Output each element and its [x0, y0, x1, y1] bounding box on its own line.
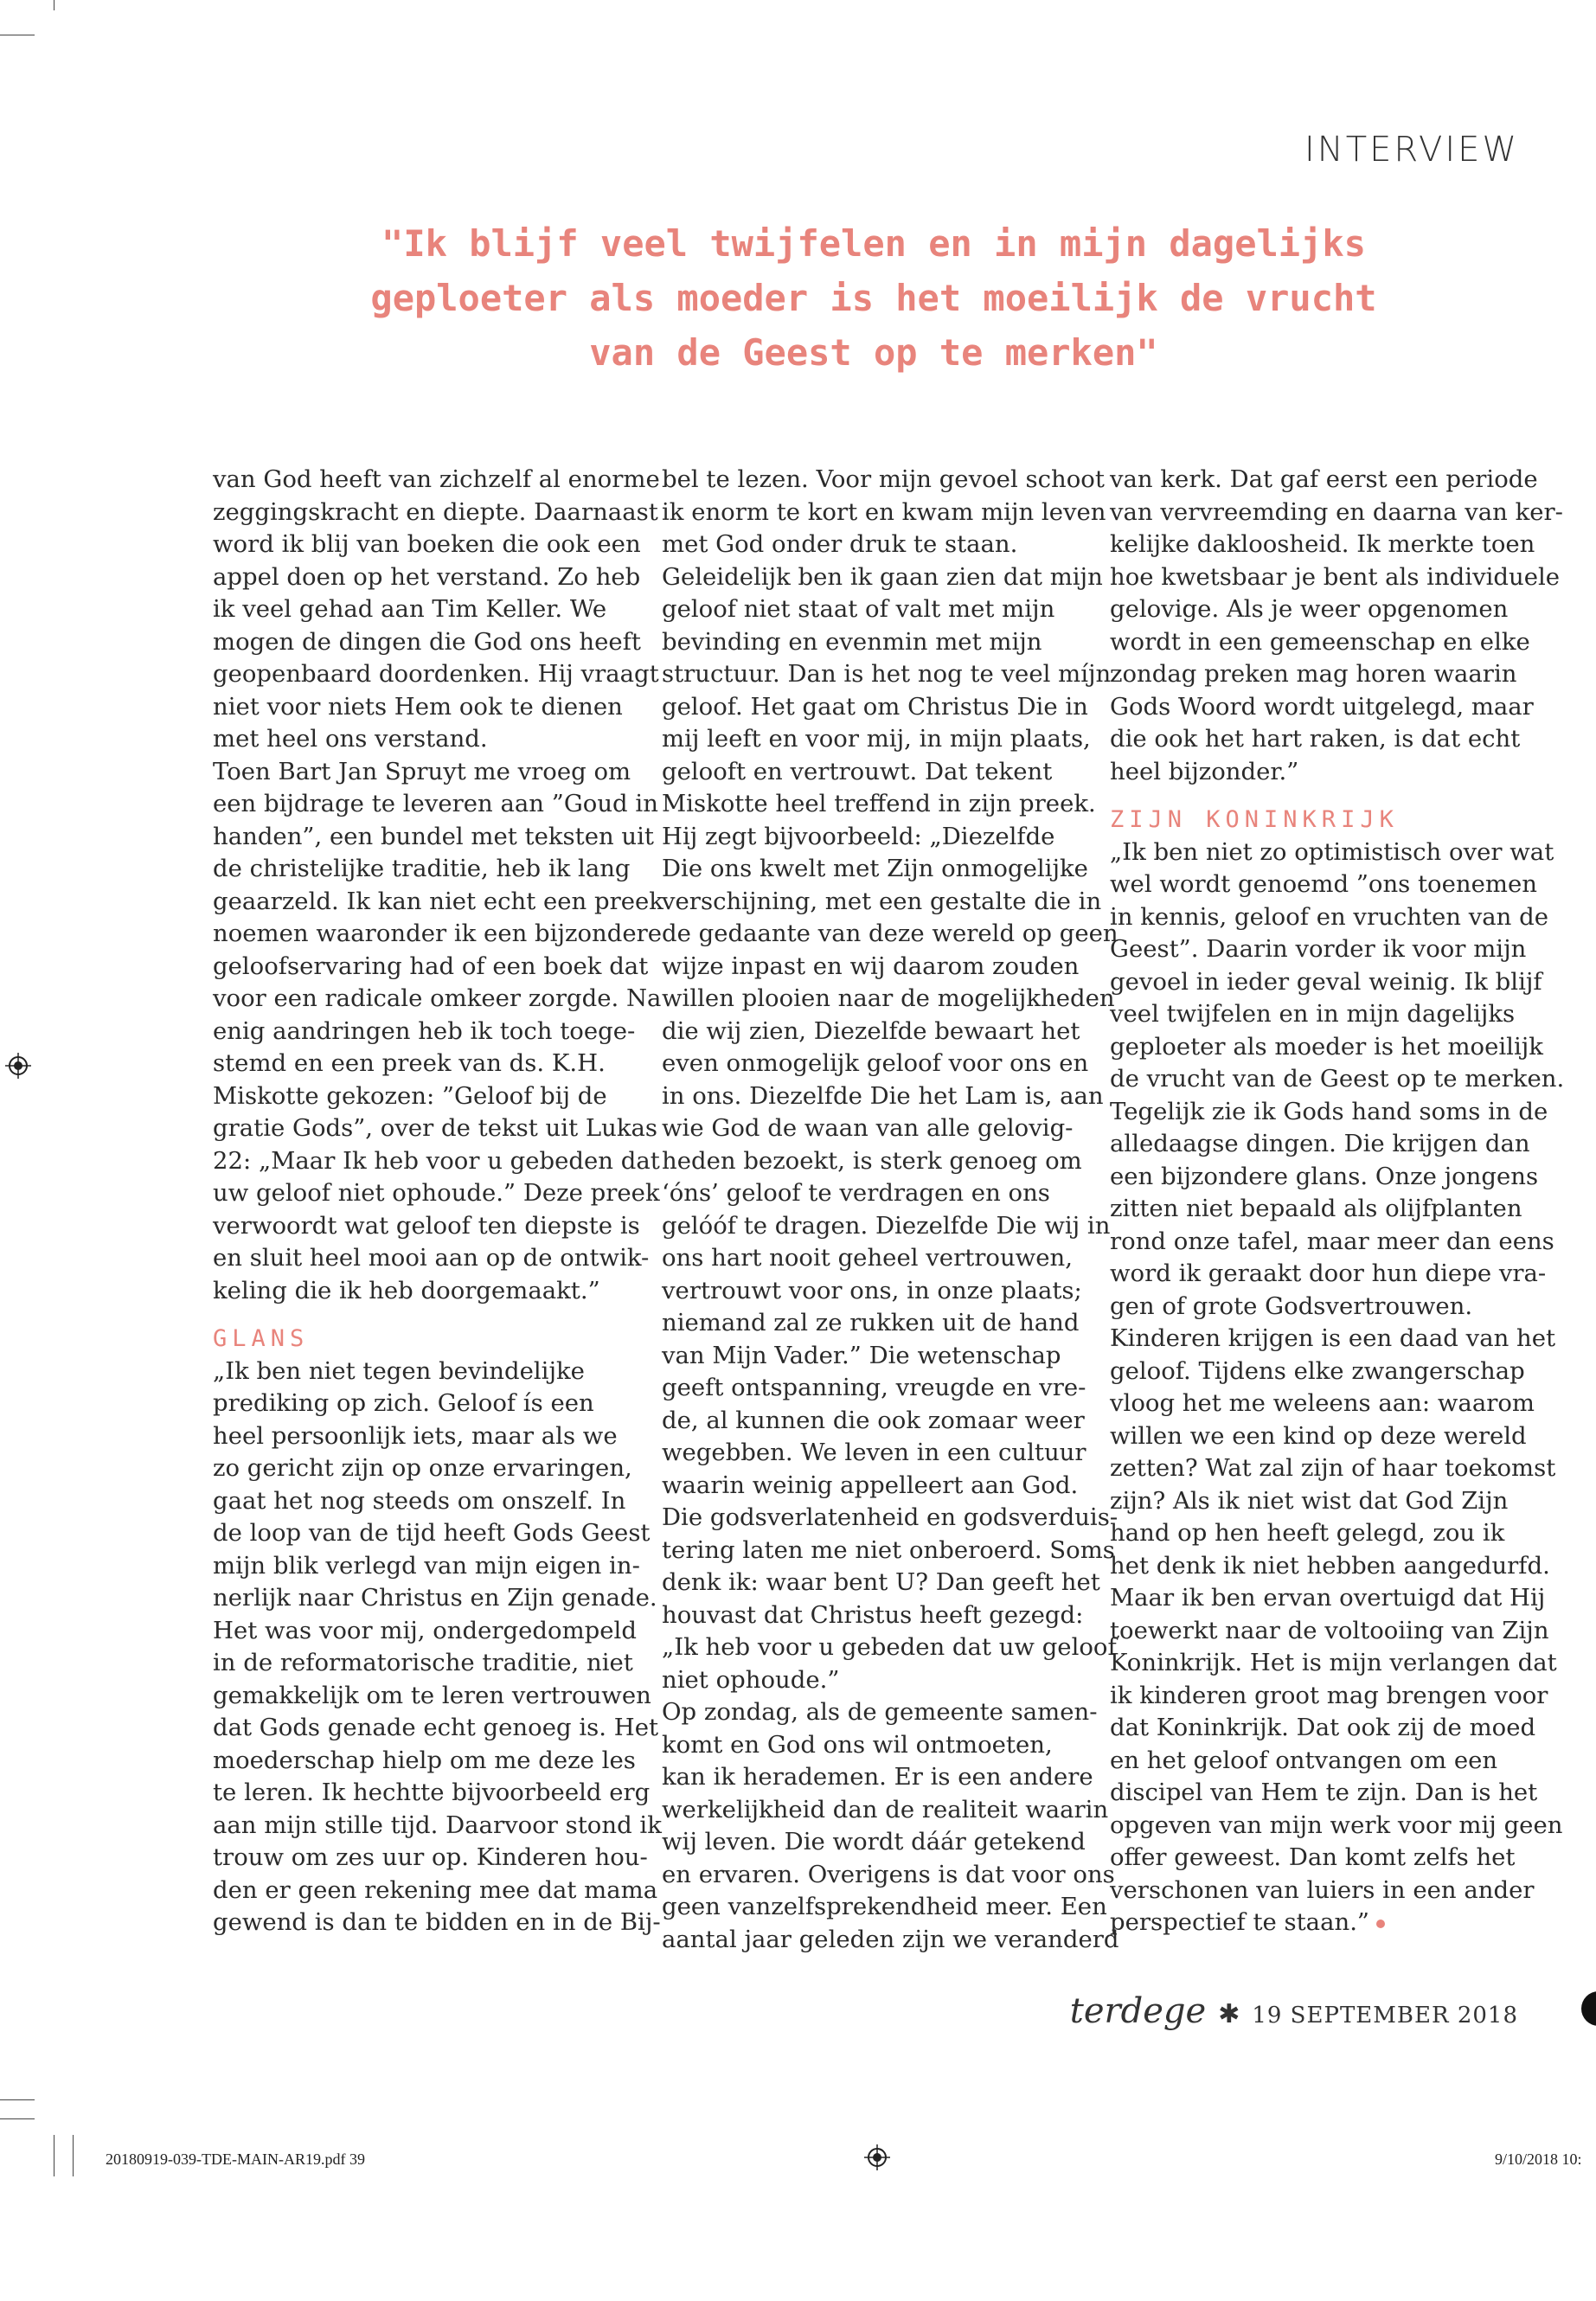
text-line: Toen Bart Jan Spruyt me vroeg om [213, 757, 631, 785]
text-line: enig aandringen heb ik toch toege- [213, 1016, 636, 1045]
text-line: werkelijkheid dan de realiteit waarin [662, 1795, 1109, 1823]
text-line: met heel ons verstand. [213, 725, 488, 753]
text-line: heel persoonlijk iets, maar als we [213, 1421, 618, 1450]
text-line: ons hart nooit geheel vertrouwen, [662, 1244, 1073, 1272]
text-line: dat Gods genade echt genoeg is. Het [213, 1714, 659, 1741]
text-line: wijze inpast en wij daarom zouden [662, 952, 1080, 980]
text-line: structuur. Dan is het nog te veel míjn [662, 660, 1112, 688]
text-line: Maar ik ben ervan overtuigd dat Hij [1110, 1584, 1546, 1612]
text-line: van God heeft van zichzelf al enorme [213, 465, 660, 493]
text-line: gelooft en vertrouwt. Dat tekent [662, 757, 1053, 785]
text-line: „Ik ben niet tegen bevindelijke [213, 1356, 585, 1385]
text-line: handen”, een bundel met teksten uit [213, 822, 654, 850]
text-line: aan mijn stille tijd. Daarvoor stond ik [213, 1811, 662, 1839]
pullquote-line: van de Geest op te merken" [589, 331, 1158, 374]
text-line: opgeven van mijn werk voor mij geen [1110, 1811, 1563, 1839]
text-line: perspectief te staan.” [1110, 1907, 1542, 1939]
text-line: de vrucht van de Geest op te merken. [1110, 1065, 1565, 1093]
text-line: denk ik: waar bent U? Dan geeft het [662, 1568, 1100, 1596]
text-line: de, al kunnen die ook zomaar weer [662, 1406, 1085, 1434]
text-line: discipel van Hem te zijn. Dan is het [1110, 1779, 1538, 1806]
text-line: Die godsverlatenheid en godsverduis- [662, 1503, 1118, 1531]
text-line: niet ophoude.” [662, 1665, 840, 1694]
text-line: heden bezoekt, is sterk genoeg om [662, 1146, 1082, 1175]
text-line: geloof niet staat of valt met mijn [662, 595, 1055, 623]
text-line: gevoel in ieder geval weinig. Ik blijf [1110, 967, 1542, 996]
text-line: zondag preken mag horen waarin [1110, 660, 1517, 688]
text-line: nerlijk naar Christus en Zijn genade. [213, 1584, 657, 1612]
text-line: Geleidelijk ben ik gaan zien dat mijn [662, 562, 1103, 591]
text-line: ik veel gehad aan Tim Keller. We [213, 595, 607, 623]
text-line: rond onze tafel, maar meer dan eens [1110, 1227, 1554, 1255]
page-number-tab [1581, 1991, 1596, 2026]
text-line: en ervaren. Overigens is dat voor ons [662, 1860, 1115, 1888]
text-line: wel wordt genoemd ”ons toenemen [1110, 870, 1537, 898]
text-line: zitten niet bepaald als olijfplanten [1110, 1195, 1522, 1222]
text-line: mijn blik verlegd van mijn eigen in- [213, 1551, 640, 1580]
text-line: kan ik herademen. Er is een andere [662, 1763, 1093, 1791]
text-line: de gedaante van deze wereld op geen [662, 920, 1118, 947]
print-timestamp: 9/10/2018 10: [1495, 2150, 1582, 2168]
text-line: gratie Gods”, over de tekst uit Lukas [213, 1114, 658, 1142]
text-line: toewerkt naar de voltooiing van Zijn [1110, 1616, 1549, 1644]
text-line: keling die ik heb doorgemaakt.” [213, 1276, 600, 1304]
text-line: in de reformatorische traditie, niet [213, 1649, 633, 1676]
text-line: geloofservaring had of een boek dat [213, 952, 649, 980]
text-line: zo gericht zijn op onze ervaringen, [213, 1454, 632, 1482]
text-line: appel doen op het verstand. Zo heb [213, 562, 641, 591]
text-line: in ons. Diezelfde Die het Lam is, aan [662, 1081, 1104, 1110]
text-line: geploeter als moeder is het moeilijk [1110, 1032, 1543, 1061]
magazine-logo: terdege [1069, 1991, 1207, 2031]
text-line: voor een radicale omkeer zorgde. Na [213, 984, 662, 1012]
print-filename: 20180919-039-TDE-MAIN-AR19.pdf 39 [106, 2150, 365, 2168]
text-line: Het was voor mij, ondergedompeld [213, 1616, 637, 1644]
text-line: een bijdrage te leveren aan ”Goud in [213, 790, 658, 817]
text-line: word ik geraakt door hun diepe vra- [1110, 1259, 1547, 1287]
text-line: gen of grote Godsvertrouwen. [1110, 1292, 1473, 1320]
text-line: heel bijzonder.” [1110, 757, 1299, 785]
article-column-3 [1110, 464, 1565, 1939]
text-line: Tegelijk zie ik Gods hand soms in de [1110, 1097, 1548, 1125]
text-line: met God onder druk te staan. [662, 530, 1018, 558]
text-line: Miskotte heel treffend in zijn preek. [662, 790, 1096, 817]
text-line: Op zondag, als de gemeente samen- [662, 1698, 1098, 1726]
text-line: willen we een kind op deze wereld [1110, 1421, 1527, 1450]
text-line: den er geen rekening mee dat mama [213, 1875, 658, 1904]
text-line: word ik blij van boeken die ook een [213, 530, 641, 558]
section-label: INTERVIEW [1304, 130, 1519, 170]
text-line: zijn? Als ik niet wist dat God Zijn [1110, 1486, 1509, 1515]
text-line: komt en God ons wil ontmoeten, [662, 1730, 1053, 1759]
text-line: prediking op zich. Geloof ís een [213, 1389, 594, 1417]
pullquote [329, 216, 1419, 380]
asterisk-icon: ✱ [1218, 1999, 1240, 2029]
article-column-1 [213, 464, 663, 1939]
text-line: gewend is dan te bidden en in de Bij- [213, 1908, 661, 1936]
text-line: verwoordt wat geloof ten diepste is [213, 1211, 640, 1240]
text-line: Koninkrijk. Het is mijn verlangen dat [1110, 1649, 1557, 1676]
text-line: wegebben. We leven in een cultuur [662, 1439, 1086, 1466]
text-line: houvast dat Christus heeft gezegd: [662, 1600, 1084, 1629]
text-line: veel twijfelen en in mijn dagelijks [1110, 1000, 1516, 1028]
text-line: niemand zal ze rukken uit de hand [662, 1309, 1080, 1336]
text-line: „Ik heb voor u gebeden dat uw geloof [662, 1633, 1117, 1661]
text-line: alledaagse dingen. Die krijgen dan [1110, 1130, 1530, 1157]
text-line: wie God de waan van alle gelovig- [662, 1114, 1074, 1142]
registration-mark [5, 1053, 31, 1079]
text-line: hand op hen heeft gelegd, zou ik [1110, 1519, 1505, 1547]
text-line: ik kinderen groot mag brengen voor [1110, 1681, 1548, 1709]
text-line: zeggingskracht en diepte. Daarnaast [213, 497, 658, 526]
text-line: verschonen van luiers in een ander [1110, 1875, 1535, 1904]
text-line: geen vanzelfsprekendheid meer. Een [662, 1893, 1107, 1920]
crop-mark [0, 2099, 35, 2100]
text-line: uw geloof niet ophoude.” Deze preek [213, 1179, 660, 1207]
crop-mark [73, 2135, 74, 2176]
text-line: aantal jaar geleden zijn we veranderd [662, 1925, 1119, 1953]
text-line: vertrouwt voor ons, in onze plaats; [662, 1276, 1082, 1304]
text-line: Gods Woord wordt uitgelegd, maar [1110, 692, 1534, 721]
text-line: en het geloof ontvangen om een [1110, 1746, 1498, 1774]
text-line: geeft ontspanning, vreugde en vre- [662, 1374, 1086, 1401]
registration-mark [864, 2144, 890, 2170]
section-heading: ZIJN KONINKRIJK [1110, 806, 1399, 833]
text-line: gelóóf te dragen. Diezelfde Die wij in [662, 1211, 1111, 1240]
pullquote-line: geploeter als moeder is het moeilijk de vrucht [370, 277, 1377, 319]
pullquote-line: "Ik blijf veel twijfelen en in mijn dagelijks [381, 222, 1366, 265]
text-line: 22: „Maar Ik heb voor u gebeden dat [213, 1146, 660, 1175]
text-line: die ook het hart raken, is dat echt [1110, 725, 1521, 753]
section-heading: GLANS [213, 1325, 310, 1352]
text-line: mij leeft en voor mij, in mijn plaats, [662, 725, 1091, 753]
text-line: in kennis, geloof en vruchten van de [1110, 902, 1548, 931]
page-footer [1070, 1991, 1518, 2031]
text-line: hoe kwetsbaar je bent als individuele [1110, 562, 1561, 591]
text-line: dat Koninkrijk. Dat ook zij de moed [1110, 1714, 1536, 1741]
text-line: de christelijke traditie, heb ik lang [213, 855, 631, 882]
text-line: geloof. Tijdens elke zwangerschap [1110, 1356, 1525, 1385]
text-line: ik enorm te kort en kwam mijn leven [662, 497, 1106, 526]
text-line: geaarzeld. Ik kan niet echt een preek [213, 887, 663, 915]
text-line: tering laten me niet onberoerd. Soms [662, 1535, 1115, 1564]
text-line: noemen waaronder ik een bijzondere [213, 920, 663, 947]
text-line: geopenbaard doordenken. Hij vraagt [213, 660, 659, 688]
text-line: van kerk. Dat gaf eerst een periode [1110, 465, 1538, 493]
text-line: gemakkelijk om te leren vertrouwen [213, 1681, 651, 1709]
text-line: vloog het me weleens aan: waarom [1110, 1389, 1535, 1417]
text-line: van Mijn Vader.” Die wetenschap [662, 1341, 1061, 1369]
text-line: wij leven. Die wordt dáár getekend [662, 1828, 1086, 1856]
text-line: „Ik ben niet zo optimistisch over wat [1110, 837, 1554, 866]
text-line: geloof. Het gaat om Christus Die in [662, 692, 1088, 721]
text-line: Die ons kwelt met Zijn onmogelijke [662, 855, 1088, 882]
text-line: trouw om zes uur op. Kinderen hou- [213, 1843, 648, 1871]
text-line: offer geweest. Dan komt zelfs het [1110, 1843, 1516, 1871]
text-line: mogen de dingen die God ons heeft [213, 627, 641, 656]
issue-date: 19 SEPTEMBER 2018 [1252, 2003, 1518, 2029]
text-line: gelovige. Als je weer opgenomen [1110, 595, 1509, 623]
text-line: wordt in een gemeenschap en elke [1110, 627, 1530, 656]
text-line: ‘óns’ geloof te verdragen en ons [662, 1179, 1050, 1207]
text-line: bevinding en evenmin met mijn [662, 627, 1042, 656]
crop-mark [0, 2118, 35, 2119]
text-line: van vervreemding en daarna van ker- [1110, 497, 1563, 526]
text-line: even onmogelijk geloof voor ons en [662, 1049, 1089, 1077]
text-line: Hij zegt bijvoorbeeld: „Diezelfde [662, 822, 1055, 850]
text-line: een bijzondere glans. Onze jongens [1110, 1162, 1539, 1190]
text-line: de loop van de tijd heeft Gods Geest [213, 1519, 651, 1547]
text-line: stemd en een preek van ds. K.H. [213, 1049, 606, 1077]
text-line: willen plooien naar de mogelijkheden [662, 984, 1115, 1012]
text-line: en sluit heel mooi aan op de ontwik- [213, 1244, 650, 1272]
end-mark-icon [1376, 1920, 1385, 1928]
text-line: zetten? Wat zal zijn of haar toekomst [1110, 1454, 1556, 1482]
text-line: Miskotte gekozen: ”Geloof bij de [213, 1081, 607, 1110]
text-line: Kinderen krijgen is een daad van het [1110, 1324, 1556, 1352]
article-column-2 [662, 464, 1119, 1956]
text-line: het denk ik niet hebben aangedurfd. [1110, 1551, 1550, 1580]
text-line: waarin weinig appelleert aan God. [662, 1471, 1079, 1499]
text-line: niet voor niets Hem ook te dienen [213, 692, 623, 721]
text-line: gaat het nog steeds om onszelf. In [213, 1486, 626, 1515]
text-line: bel te lezen. Voor mijn gevoel schoot [662, 465, 1105, 493]
text-line: kelijke dakloosheid. Ik merkte toen [1110, 530, 1535, 558]
text-line: die wij zien, Diezelfde bewaart het [662, 1016, 1080, 1045]
text-line: moederschap hielp om me deze les [213, 1746, 636, 1774]
text-line: verschijning, met een gestalte die in [662, 887, 1102, 915]
text-line: te leren. Ik hechtte bijvoorbeeld erg [213, 1779, 651, 1806]
text-line: Geest”. Daarin vorder ik voor mijn [1110, 935, 1527, 963]
